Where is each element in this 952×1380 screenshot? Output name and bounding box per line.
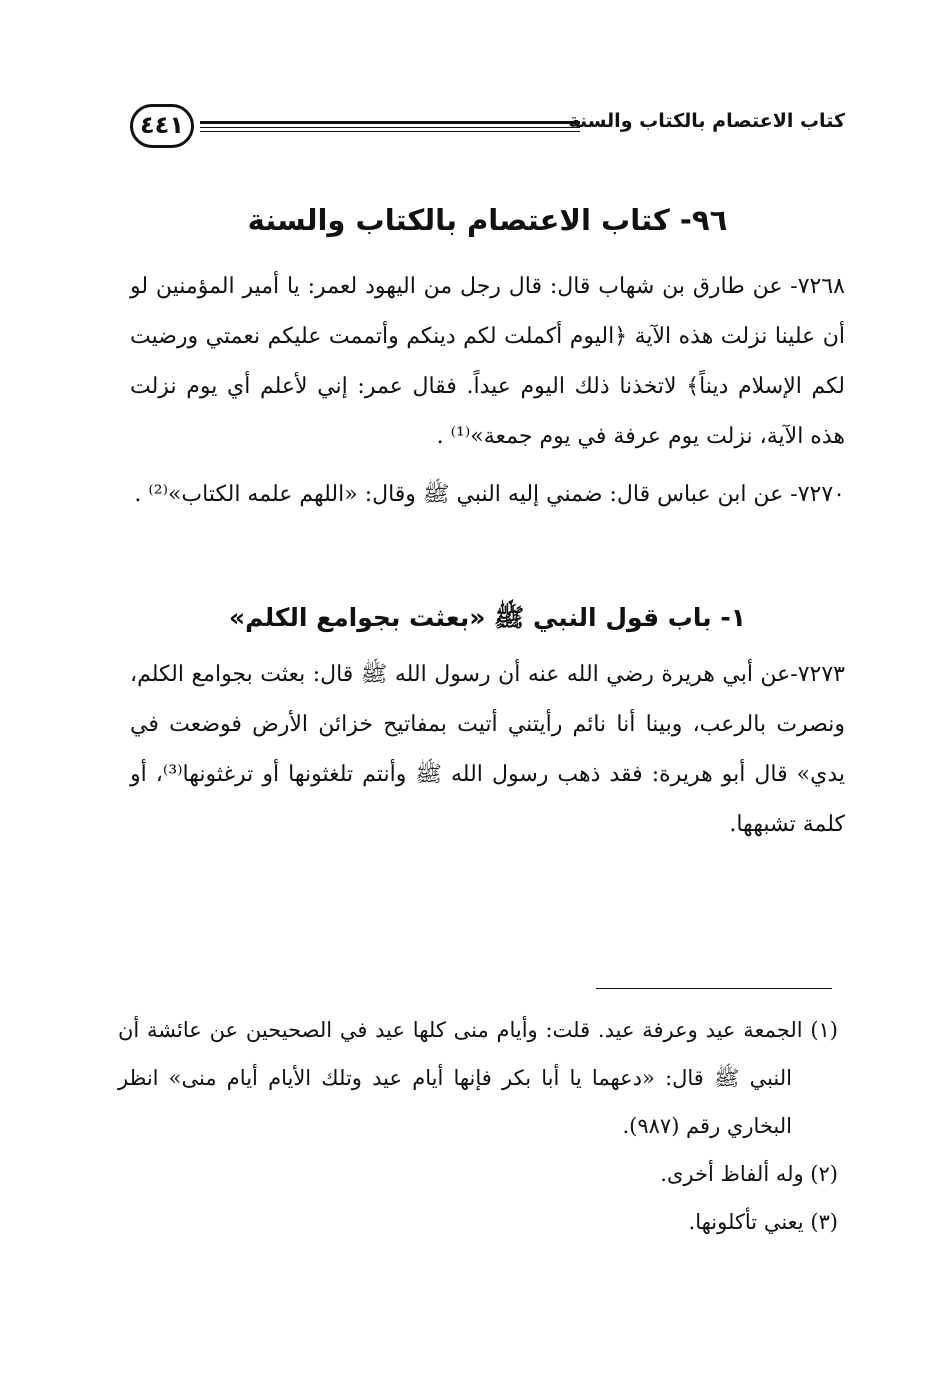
page-number: ٤٤١ [130,104,194,148]
running-header-title: كتاب الاعتصام بالكتاب والسنة [568,110,845,132]
hadith-7268: ٧٢٦٨- عن طارق بن شهاب قال: قال رجل من اليهود لعمر: يا أمير المؤمنين لو أن علينا نزلت هذه الآية ﴿اليوم أكملت لكم دينكم وأتممت عليكم نعمتي ورضيت لكم الإسلام ديناً﴾ لاتخذنا ذلك اليوم عيداً. فقال عمر: إني لأعلم أي يوم نزلت هذه الآية، نزلت يوم عرفة في يوم جمعة»⁽¹⁾ . [130,274,845,449]
chapter-title: ٩٦- كتاب الاعتصام بالكتاب والسنة [247,203,728,237]
hadith-7273: ٧٢٧٣-عن أبي هريرة رضي الله عنه أن رسول الله ﷺ قال: بعثت بجوامع الكلم، ونصرت بالرعب، وبينا أنا نائم رأيتني أتيت بمفاتيح خزائن الأرض فوضعت في يدي» قال أبو هريرة: فقد ذهب رسول الله ﷺ وأنتم تلغثونها أو ترغثونها⁽³⁾، أو كلمة تشبهها. [130,662,846,837]
footnote-divider [596,988,832,989]
footnote-3: (٣) يعني تأكلونها. [688,1210,838,1234]
footnotes [118,1006,838,1246]
section-title: ١- باب قول النبي ﷺ «بعثت بجوامع الكلم» [228,603,747,632]
hadith-7270: ٧٢٧٠- عن ابن عباس قال: ضمني إليه النبي ﷺ وقال: «اللهم علمه الكتاب»⁽²⁾ . [134,482,845,507]
header-rule [200,121,580,133]
footnote-2: (٢) وله ألفاظ أخرى. [660,1162,838,1186]
running-header [130,100,845,156]
footnote-1: (١) الجمعة عيد وعرفة عيد. قلت: وأيام منى كلها عيد في الصحيحين عن عائشة أن النبي ﷺ قال: «دعهما يا أبا بكر فإنها أيام عيد وتلك الأيام أيام منى» انظر البخاري رقم (٩٨٧). [118,1018,838,1138]
